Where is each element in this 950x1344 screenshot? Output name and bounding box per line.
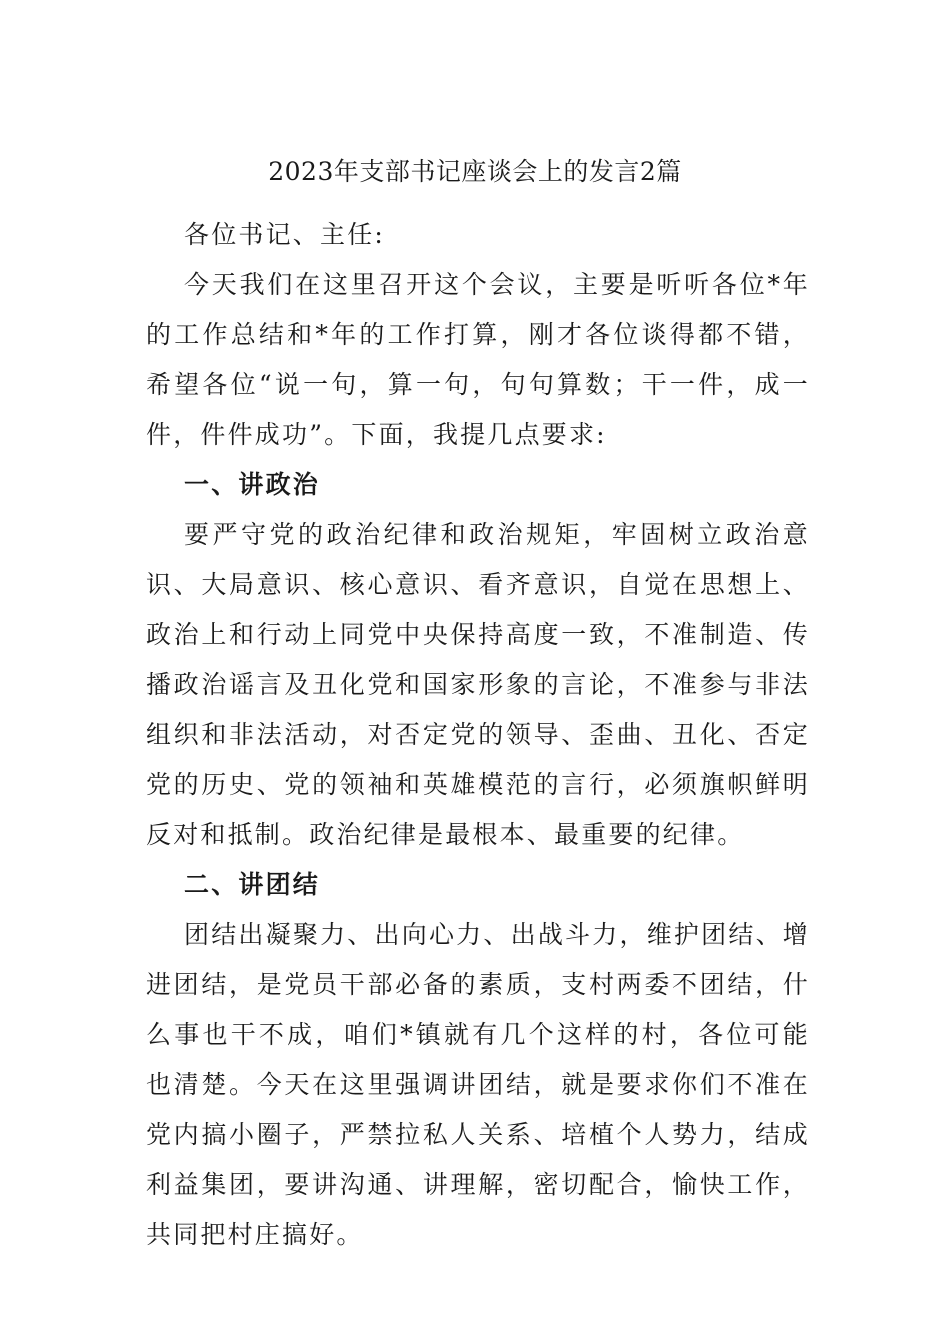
intro-paragraph: 今天我们在这里召开这个会议，主要是听听各位*年的工作总结和*年的工作打算，刚才各位谈得都不错，希望各位“说一句，算一句，句句算数；干一件，成一件，件件成功”。下面，我提几点要求:	[146, 270, 810, 449]
document-title: 2023年支部书记座谈会上的发言2篇	[268, 157, 682, 186]
section-paragraph-politics: 要严守党的政治纪律和政治规矩，牢固树立政治意识、大局意识、核心意识、看齐意识，自觉在思想上、政治上和行动上同党中央保持高度一致，不准制造、传播政治谣言及丑化党和国家形象的言论，不准参与非法组织和非法活动，对否定党的领导、歪曲、丑化、否定党的历史、党的领袖和英雄模范的言行，必须旗帜鲜明反对和抵制。政治纪律是最根本、最重要的纪律。	[146, 520, 810, 849]
section-heading-unity: 二、讲团结	[184, 870, 321, 899]
document-body	[146, 210, 810, 1260]
section-paragraph-unity: 团结出凝聚力、出向心力、出战斗力，维护团结、增进团结，是党员干部必备的素质，支村两委不团结，什么事也干不成，咱们*镇就有几个这样的村，各位可能也清楚。今天在这里强调讲团结，就是要求你们不准在党内搞小圈子，严禁拉私人关系、培植个人势力，结成利益集团，要讲沟通、讲理解，密切配合，愉快工作，共同把村庄搞好。	[146, 920, 810, 1249]
section-heading-politics: 一、讲政治	[184, 470, 321, 499]
greeting-line: 各位书记、主任:	[184, 220, 386, 249]
